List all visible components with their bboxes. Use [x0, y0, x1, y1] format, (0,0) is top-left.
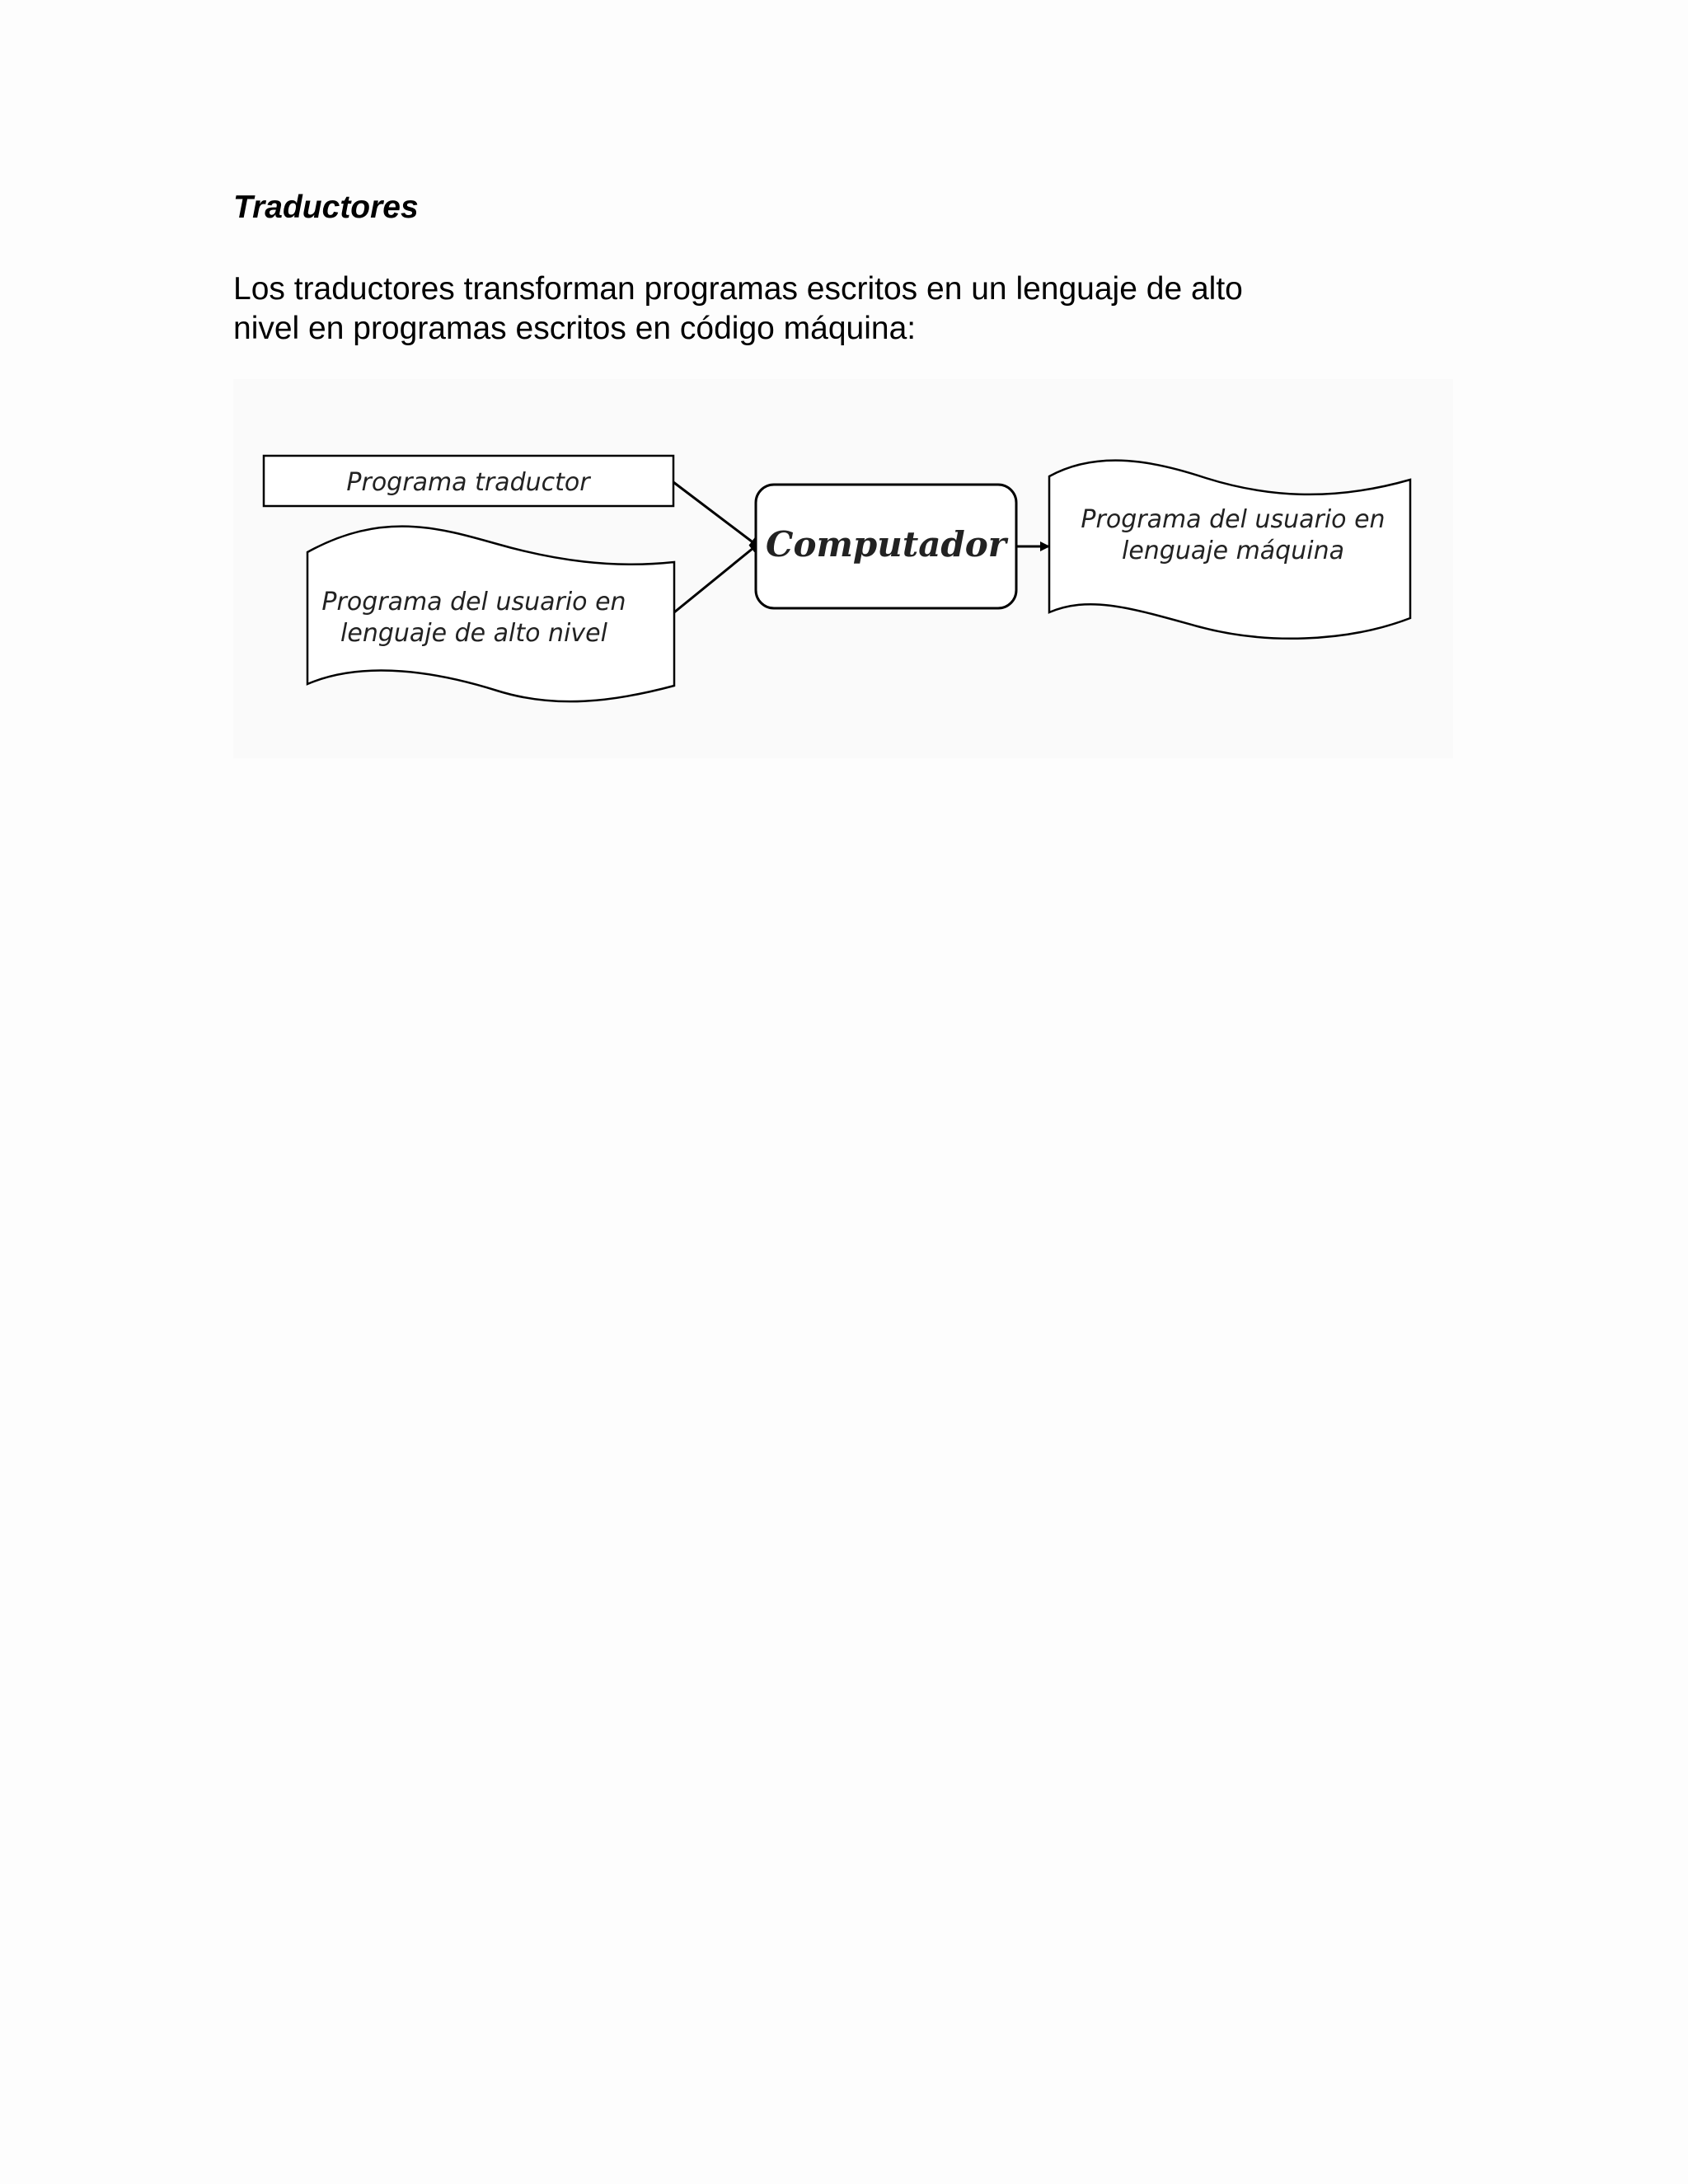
translator-program-box [264, 456, 673, 506]
output-program-label-line: lenguaje máquina [1122, 537, 1344, 565]
computer-box [756, 485, 1016, 608]
paragraph-line: nivel en programas escritos en código máquina: [233, 311, 917, 346]
translator-diagram [233, 379, 1453, 758]
intro-paragraph [233, 269, 1387, 349]
section-heading: Traductores [233, 190, 419, 225]
diagram-canvas [233, 379, 1453, 758]
computer-label: Computador [766, 524, 1006, 565]
paragraph-line: Los traductores transforman programas escritos en un lenguaje de alto [233, 271, 1243, 307]
source-program-label-line: Programa del usuario en [321, 588, 626, 616]
source-program-label-line: lenguaje de alto nivel [340, 619, 607, 648]
translator-program-label: Programa traductor [346, 468, 590, 497]
output-program-label-line: Programa del usuario en [1081, 505, 1386, 534]
